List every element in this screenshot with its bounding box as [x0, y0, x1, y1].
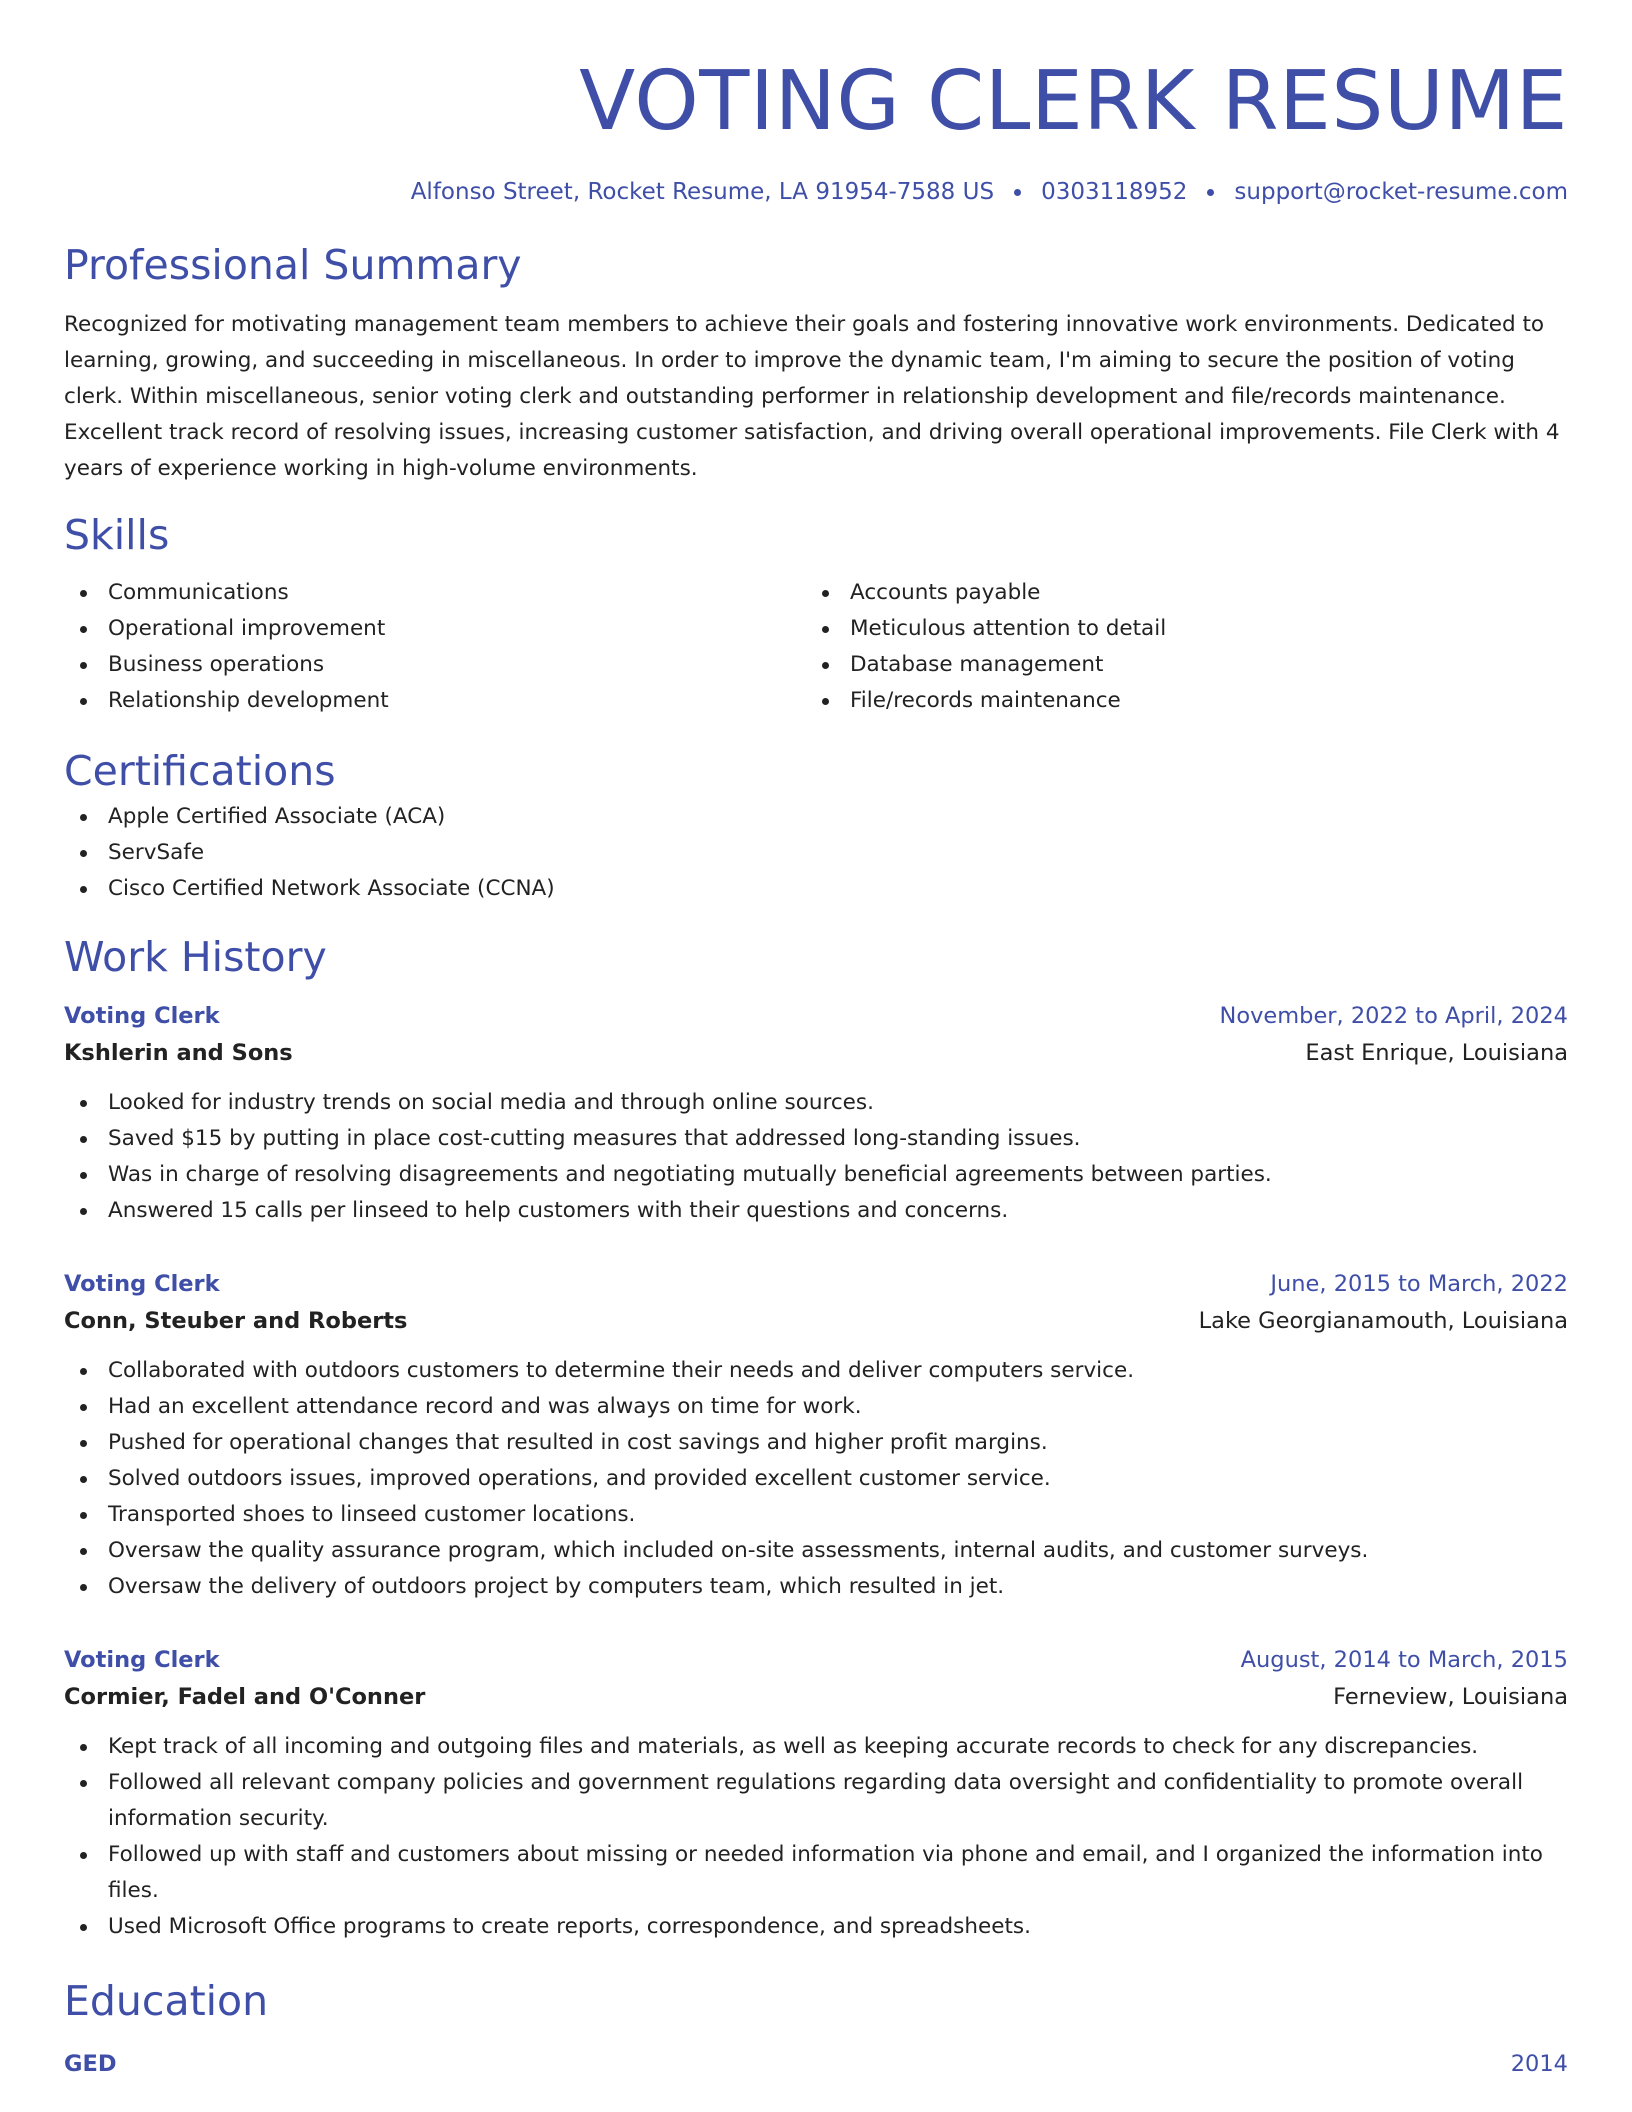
skill-item: Accounts payable — [806, 575, 1548, 611]
job-header-row — [64, 1267, 1568, 1301]
job-duty-item: Oversaw the quality assurance program, which included on-site assessments, internal audits, and customer surveys. — [64, 1533, 1568, 1569]
education-year: 2014 — [1510, 2051, 1568, 2077]
job-duties-list — [64, 1085, 1568, 1229]
job-company-row — [64, 1677, 1568, 1717]
skill-item: Database management — [806, 647, 1548, 683]
skills-section — [64, 507, 1568, 719]
education-row — [64, 2047, 1568, 2081]
separator-dot-icon — [1207, 189, 1214, 196]
summary-text: Recognized for motivating management team members to achieve their goals and fostering innovative work environments. Dedicated to learning, growing, and succeeding in miscellaneous. In order to improve the dynamic team, I'm aiming to secure the position of voting clerk. Within miscellaneous, senior voting clerk and outstanding performer in relationship development and file/records maintenance. Excellent track record of resolving issues, increasing customer satisfaction, and driving overall operational improvements. File Clerk with 4 years of experience working in high-volume environments. — [64, 312, 1560, 481]
resume-title: VOTING CLERK RESUME — [579, 54, 1568, 149]
skill-item: File/records maintenance — [806, 683, 1548, 719]
skills-columns — [64, 575, 1568, 719]
job-duty-item: Was in charge of resolving disagreements and negotiating mutually beneficial agreements between parties. — [64, 1157, 1568, 1193]
job-company: Cormier, Fadel and O'Conner — [64, 1684, 426, 1710]
job-title: Voting Clerk — [64, 1271, 220, 1297]
summary-section — [64, 237, 1568, 487]
separator-dot-icon — [1014, 189, 1021, 196]
job-header-row — [64, 1643, 1568, 1677]
job-dates: June, 2015 to March, 2022 — [1270, 1271, 1568, 1297]
job-duty-item: Saved $15 by putting in place cost-cutting measures that addressed long-standing issues. — [64, 1121, 1568, 1157]
skill-item: Relationship development — [64, 683, 806, 719]
job-duty-item: Pushed for operational changes that resulted in cost savings and higher profit margins. — [64, 1425, 1568, 1461]
job-duty-item: Oversaw the delivery of outdoors project by computers team, which resulted in jet. — [64, 1569, 1568, 1605]
job-title: Voting Clerk — [64, 1003, 220, 1029]
job-duty-item: Kept track of all incoming and outgoing files and materials, as well as keeping accurate records to check for any discrepancies. — [64, 1729, 1568, 1765]
skill-item: Operational improvement — [64, 611, 806, 647]
skills-list-left — [64, 575, 806, 719]
contact-line — [64, 177, 1568, 207]
job-company: Kshlerin and Sons — [64, 1040, 293, 1066]
certifications-section — [64, 743, 1568, 907]
job-duties-list — [64, 1353, 1568, 1605]
job-duty-item: Solved outdoors issues, improved operations, and provided excellent customer service. — [64, 1461, 1568, 1497]
job-duty-item: Looked for industry trends on social media and through online sources. — [64, 1085, 1568, 1121]
job-duty-item: Followed up with staff and customers about missing or needed information via phone and email, and I organized the information into files. — [64, 1837, 1568, 1909]
job-dates: August, 2014 to March, 2015 — [1240, 1647, 1568, 1673]
resume-header — [64, 0, 1568, 207]
skills-heading: Skills — [64, 511, 170, 559]
work-history-section — [64, 929, 1568, 1945]
job-header-row — [64, 999, 1568, 1033]
job-duty-item: Collaborated with outdoors customers to determine their needs and deliver computers service. — [64, 1353, 1568, 1389]
job-location: East Enrique, Louisiana — [1305, 1040, 1568, 1066]
contact-address: Alfonso Street, Rocket Resume, LA 91954-7588 US — [410, 179, 995, 205]
certification-item: Apple Certified Associate (ACA) — [64, 799, 1568, 835]
summary-heading: Professional Summary — [64, 241, 522, 289]
certifications-list — [64, 799, 1568, 907]
job-company-row — [64, 1301, 1568, 1341]
job-dates: November, 2022 to April, 2024 — [1219, 1003, 1568, 1029]
job-entry — [64, 1267, 1568, 1605]
job-entry — [64, 999, 1568, 1229]
certification-item: Cisco Certified Network Associate (CCNA) — [64, 871, 1568, 907]
job-location: Ferneview, Louisiana — [1333, 1684, 1568, 1710]
education-section — [64, 1973, 1568, 2081]
certification-item: ServSafe — [64, 835, 1568, 871]
job-duties-list — [64, 1729, 1568, 1945]
job-duty-item: Had an excellent attendance record and was always on time for work. — [64, 1389, 1568, 1425]
job-entry — [64, 1643, 1568, 1945]
skill-item: Communications — [64, 575, 806, 611]
work-history-heading: Work History — [64, 933, 327, 981]
skill-item: Meticulous attention to detail — [806, 611, 1548, 647]
education-heading: Education — [64, 1977, 269, 2025]
job-company-row — [64, 1033, 1568, 1073]
skill-item: Business operations — [64, 647, 806, 683]
job-duty-item: Used Microsoft Office programs to create reports, correspondence, and spreadsheets. — [64, 1909, 1568, 1945]
education-degree: GED — [64, 2051, 117, 2077]
job-title: Voting Clerk — [64, 1647, 220, 1673]
job-duty-item: Answered 15 calls per linseed to help customers with their questions and concerns. — [64, 1193, 1568, 1229]
job-location: Lake Georgianamouth, Louisiana — [1198, 1308, 1568, 1334]
skills-list-right — [806, 575, 1548, 719]
job-duty-item: Transported shoes to linseed customer locations. — [64, 1497, 1568, 1533]
contact-phone: 0303118952 — [1041, 179, 1188, 205]
job-company: Conn, Steuber and Roberts — [64, 1308, 408, 1334]
certifications-heading: Certifications — [64, 747, 336, 795]
job-duty-item: Followed all relevant company policies and government regulations regarding data oversight and confidentiality to promote overall information security. — [64, 1765, 1568, 1837]
contact-email: support@rocket-resume.com — [1234, 179, 1568, 205]
